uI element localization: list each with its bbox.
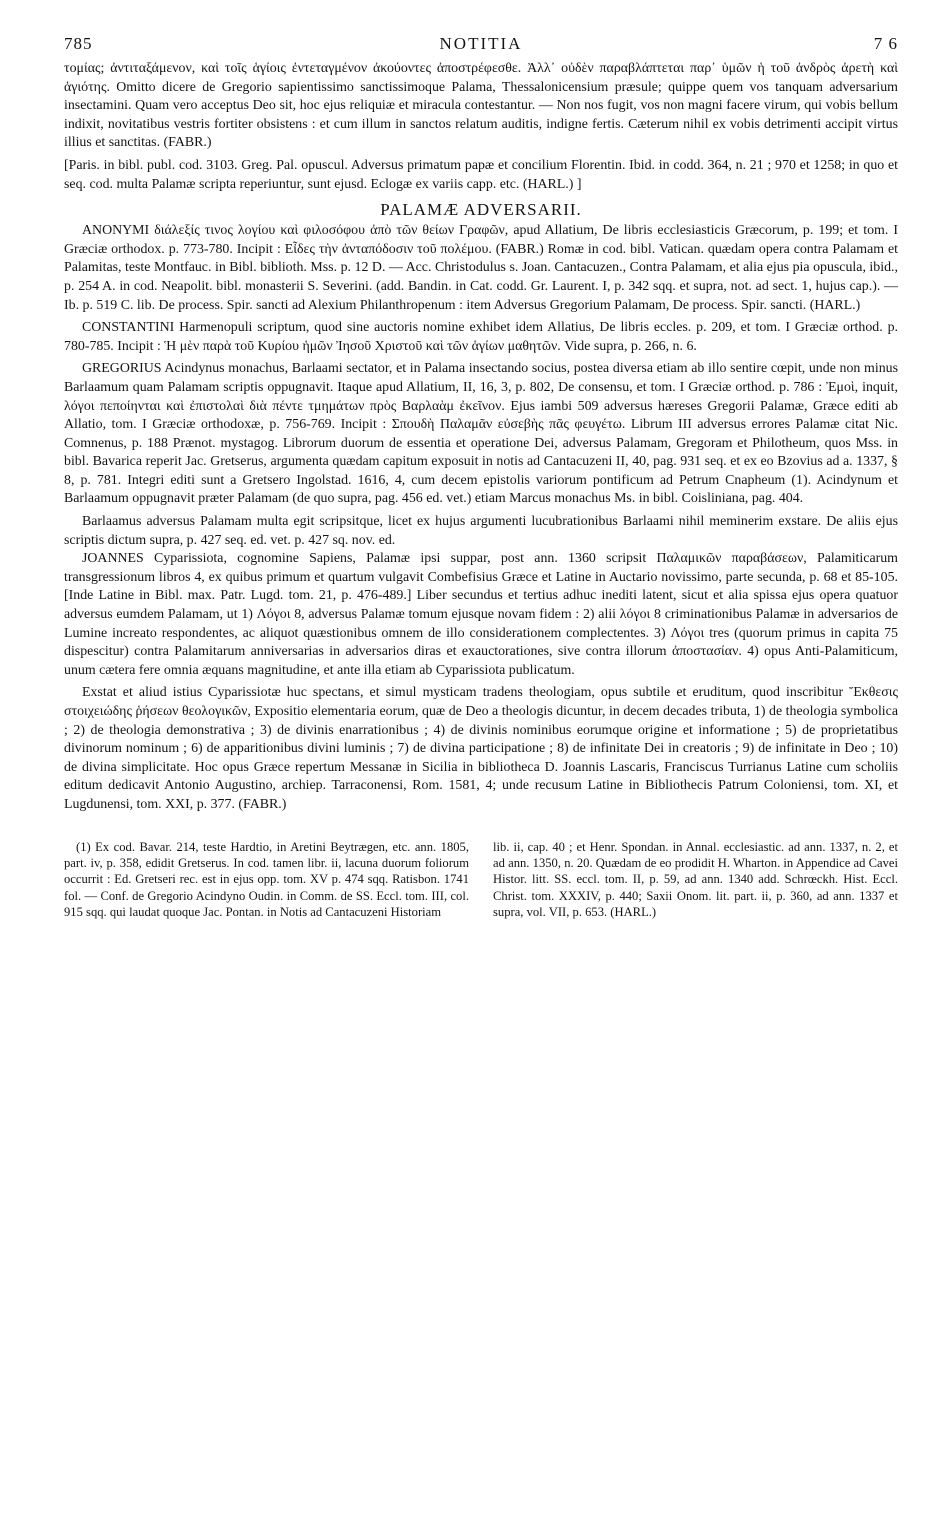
running-title: NOTITIA (439, 34, 523, 53)
entry-gregorius: GREGORIUS Acindynus monachus, Barlaami sectator, et in Palama insectando socius, postea diversa etiam ab illo sentire cœpit, unde non minus Barlaamum quam Palamam scriptis oppugnavit. Itaque apud Allatium, II, 16, 3, p. 802, De consensu, et tom. I Græciæ orthod. p. 786 : Ἐμοὶ, inquit, λόγοι πεποίηνται καὶ ἐπιστολαὶ διὰ πέντε τμημάτων πρὸς Βαρλαὰμ ἐκεῖνον. Ejus iambi 509 adversus hæreses Gregorii Palamæ, Græce editi ab Allatio, tom. I Græciæ orthodoxæ, p. 756-769. Incipit : Σπουδὴ Παλαμᾶν εὐσεβὴς πᾶς φευγέτω. Librum III adversus errores Palamæ citat Nic. Comnenus, p. 188 Prænot. mystagog. Librorum duorum de essentia et operatione Dei, adversus Palamam, Gregoram et Philotheum, quos Mss. in bibl. Bavarica reperit Jac. Gretserus, argumenta quædam capitum exposuit in notis ad Cantacuzeni II, 40, pag. 931 seq. et ex eo Bzovius ad a. 1337, § 8, p. 781. Integri editi sunt a Gretsero Ingolstad. 1616, 4, cum decem epistolis variorum pontificum ad Petrum Cnapheum (1). Acindynum et Barlaamum oppugnavit præter Palamam (de quo supra, pag. 456 ed. vet.) etiam Marcus monachus Ms. in bibl. Coisliniana, pag. 404. (64, 361, 898, 507)
footnote-right-column: lib. ii, cap. 40 ; et Henr. Spondan. in Annal. ecclesiastic. ad ann. 1337, n. 2, et ad ann. 1350, n. 20. Quædam de eo prodidit H. Wharton. in Appendice ad Cavei Histor. litt. SS. eccl. tom. II, p. 59, ad ann. 1340 add. Schrœckh. Hist. Eccl. Christ. tom. XXXIV, p. 440; Saxii Onom. lit. part. ii, p. 360, ad ann. 1337 et supra, vol. VII, p. 653. (HARL.) (493, 839, 898, 920)
entry-constantini: CONSTANTINI Harmenopuli scriptum, quod sine auctoris nomine exhibet idem Allatius, De libris eccles. p. 209, et tom. I Græciæ orthod. p. 780-785. Incipit : Ἡ μὲν παρὰ τοῦ Κυρίου ἡμῶν Ἰησοῦ Χριστοῦ καὶ τῶν ἁγίων μαθητῶν. Vide supra, p. 266, n. 6. (64, 320, 898, 354)
page-number-right: 7 6 (873, 34, 898, 53)
entry-joannes: JOANNES Cyparissiota, cognomine Sapiens, Palamæ ipsi suppar, post ann. 1360 scripsit Παλαμικῶν παραβάσεων, Palamiticarum transgressionum libros 4, ex quibus primum et quartum vulgavit Combefisius Græce et Latine in Auctario novissimo, parte secunda, p. 68 et 85-105. [Inde Latine in Bibl. max. Patr. Lugd. tom. 21, p. 476-489.] Liber secundus et tertius adhuc inediti latent, sicut et alia spissa ejus opera quatuor adversus eumdem Palamam, ut 1) Λόγοι 8, adversus Palamæ tomum ejusque novam fidem : 2) alii λόγοι 8 criminationibus Palamæ in adversarios de Lumine increato respondentes, ac aliquot quæstionibus omnem de illo considerationem complectentes. 3) Λόγοι tres (quorum primus in capita 75 dispescitur) contra Palamitarum anniversarias in adversarios diras et exauctorationes, sive contra illorum ἀποστασίαν. 4) opus Anti-Palamiticum, unum cætera fere omnia æquans magnitudine, et ante illa etiam ab Cyparissiota publicatum. (64, 551, 898, 678)
section-heading: PALAMÆ ADVERSARII. (380, 200, 582, 220)
bracketed-note: [Paris. in bibl. publ. cod. 3103. Greg. Pal. opuscul. Adversus primatum papæ et concilium Florentin. Ibid. in codd. 364, n. 21 ; 970 et 1258; in quo et seq. cod. multa Palamæ scripta reperiuntur, sunt ejusd. Eclogæ ex variis capp. etc. (HARL.) ] (64, 157, 898, 192)
page-header (64, 34, 898, 60)
footnotes (64, 839, 898, 921)
page-number-left: 785 (64, 34, 93, 53)
footnote-left-column: (1) Ex cod. Bavar. 214, teste Hardtio, in Aretini Beytrægen, etc. ann. 1805, part. iv, p. 358, edidit Gretserus. In cod. tamen libr. ii, lacuna duorum foliorum occurrit : Ed. Gretseri rec. est in ejus opp. tom. XV p. 474 sqq. Ratisbon. 1741 fol. — Conf. de Gregorio Acindyno Oudin. in Comm. de SS. Eccl. tom. III, col. 915 sqq. qui laudat quoque Jac. Pontan. in Notis ad Cantacuzeni Historiam (64, 839, 469, 920)
entry-exstat: Exstat et aliud istius Cyparissiotæ huc spectans, et simul mysticam tradens theologiam, opus subtile et eruditum, quod inscribitur Ἔκθεσις στοιχειώδης ῥήσεων θεολογικῶν, Expositio elementaria eorum, quæ de Deo a theologis dicuntur, in decem decades tributa, 1) de theologia symbolica ; 2) de theologia demonstrativa ; 3) de divinis enarrationibus ; 4) de divinis nominibus eorumque origine et informatione ; 5) de proprietatibus divinorum nominum ; 6) de apparitionibus divini luminis ; 7) de divina participatione ; 8) de infinitate Dei in creatoris ; 9) de infinitate in Deo ; 10) de divina simplicitate. Hoc opus Græce repertum Messanæ in Sicilia in bibliotheca D. Joannis Lascaris, Franciscus Turrianus Latine cum scholiis editum dedicavit Antonio Augustino, archiep. Tarraconensi, Rom. 1581, 4; unde recusum Latine in Bibliothecis Patrum Coloniensi, tom. XI, et Lugdunensi, tom. XXI, p. 377. (FABR.) (64, 685, 898, 812)
entry-barlaamus: Barlaamus adversus Palamam multa egit scripsitque, licet ex hujus argumenti lucubrationibus Barlaami nihil meminerim exstare. De aliis ejus scriptis dictum supra, p. 427 seq. ed. vet. p. 427 sq. nov. ed. (64, 514, 898, 548)
continued-paragraph: τομίας; ἀντιταξάμενον, καὶ τοῖς ἁγίοις ἐντεταγμένον ἀκούοντες ἀποστρέφεσθε. Ἀλλ᾽ οὐδὲν παραβλάπτεται παρ᾽ ὑμῶν ἡ τοῦ ἀνδρὸς ἀρετὴ καὶ ἁγιότης. Omitto dicere de Gregorio sapientissimo sanctissimoque Palama, Thessalonicensium præsule; quippe quem vos tanquam adversarium insectamini. Quam vero acceptus Deo sit, hoc ejus reliquiæ et miracula contestantur. — Non nos fugit, vos non magni facere virum, qui vobis bellum indixit, novitatibus vestris fortiter obsistens : et cum illum in sanctos relatum auditis, indigne fertis. Cæterum nihil ex vobis detrimenti accipit virtus illius et sanctitas. (FABR.) (64, 61, 898, 151)
entry-anonymi: ANONYMI διάλεξίς τινος λογίου καὶ φιλοσόφου ἀπὸ τῶν θείων Γραφῶν, apud Allatium, De libris ecclesiasticis Græcorum, p. 199; et tom. I Græciæ orthodox. p. 773-780. Incipit : Εἶδες τὴν ἀνταπόδοσιν τοῦ πολέμου. (FABR.) Romæ in cod. bibl. Vatican. quædam opera contra Palamam et Palamitas, teste Montfauc. in Bibl. biblioth. Mss. p. 12 D. — Acc. Christodulus s. Joan. Cantacuzen., Contra Palamam, et alia ejus pia opuscula, ibid., p. 254 A. in cod. Neapolit. bibl. monasterii S. Severini. (add. Bandin. in Cat. codd. Gr. Laurent. I, p. 342 sqq. et supra, not. ad sect. 1, hujus cap.). — Ib. p. 519 C. lib. De process. Spir. sancti ad Alexium Philanthropenum : item Adversus Gregorium Palamam, De process. Spir. sancti. (HARL.) (64, 223, 898, 313)
